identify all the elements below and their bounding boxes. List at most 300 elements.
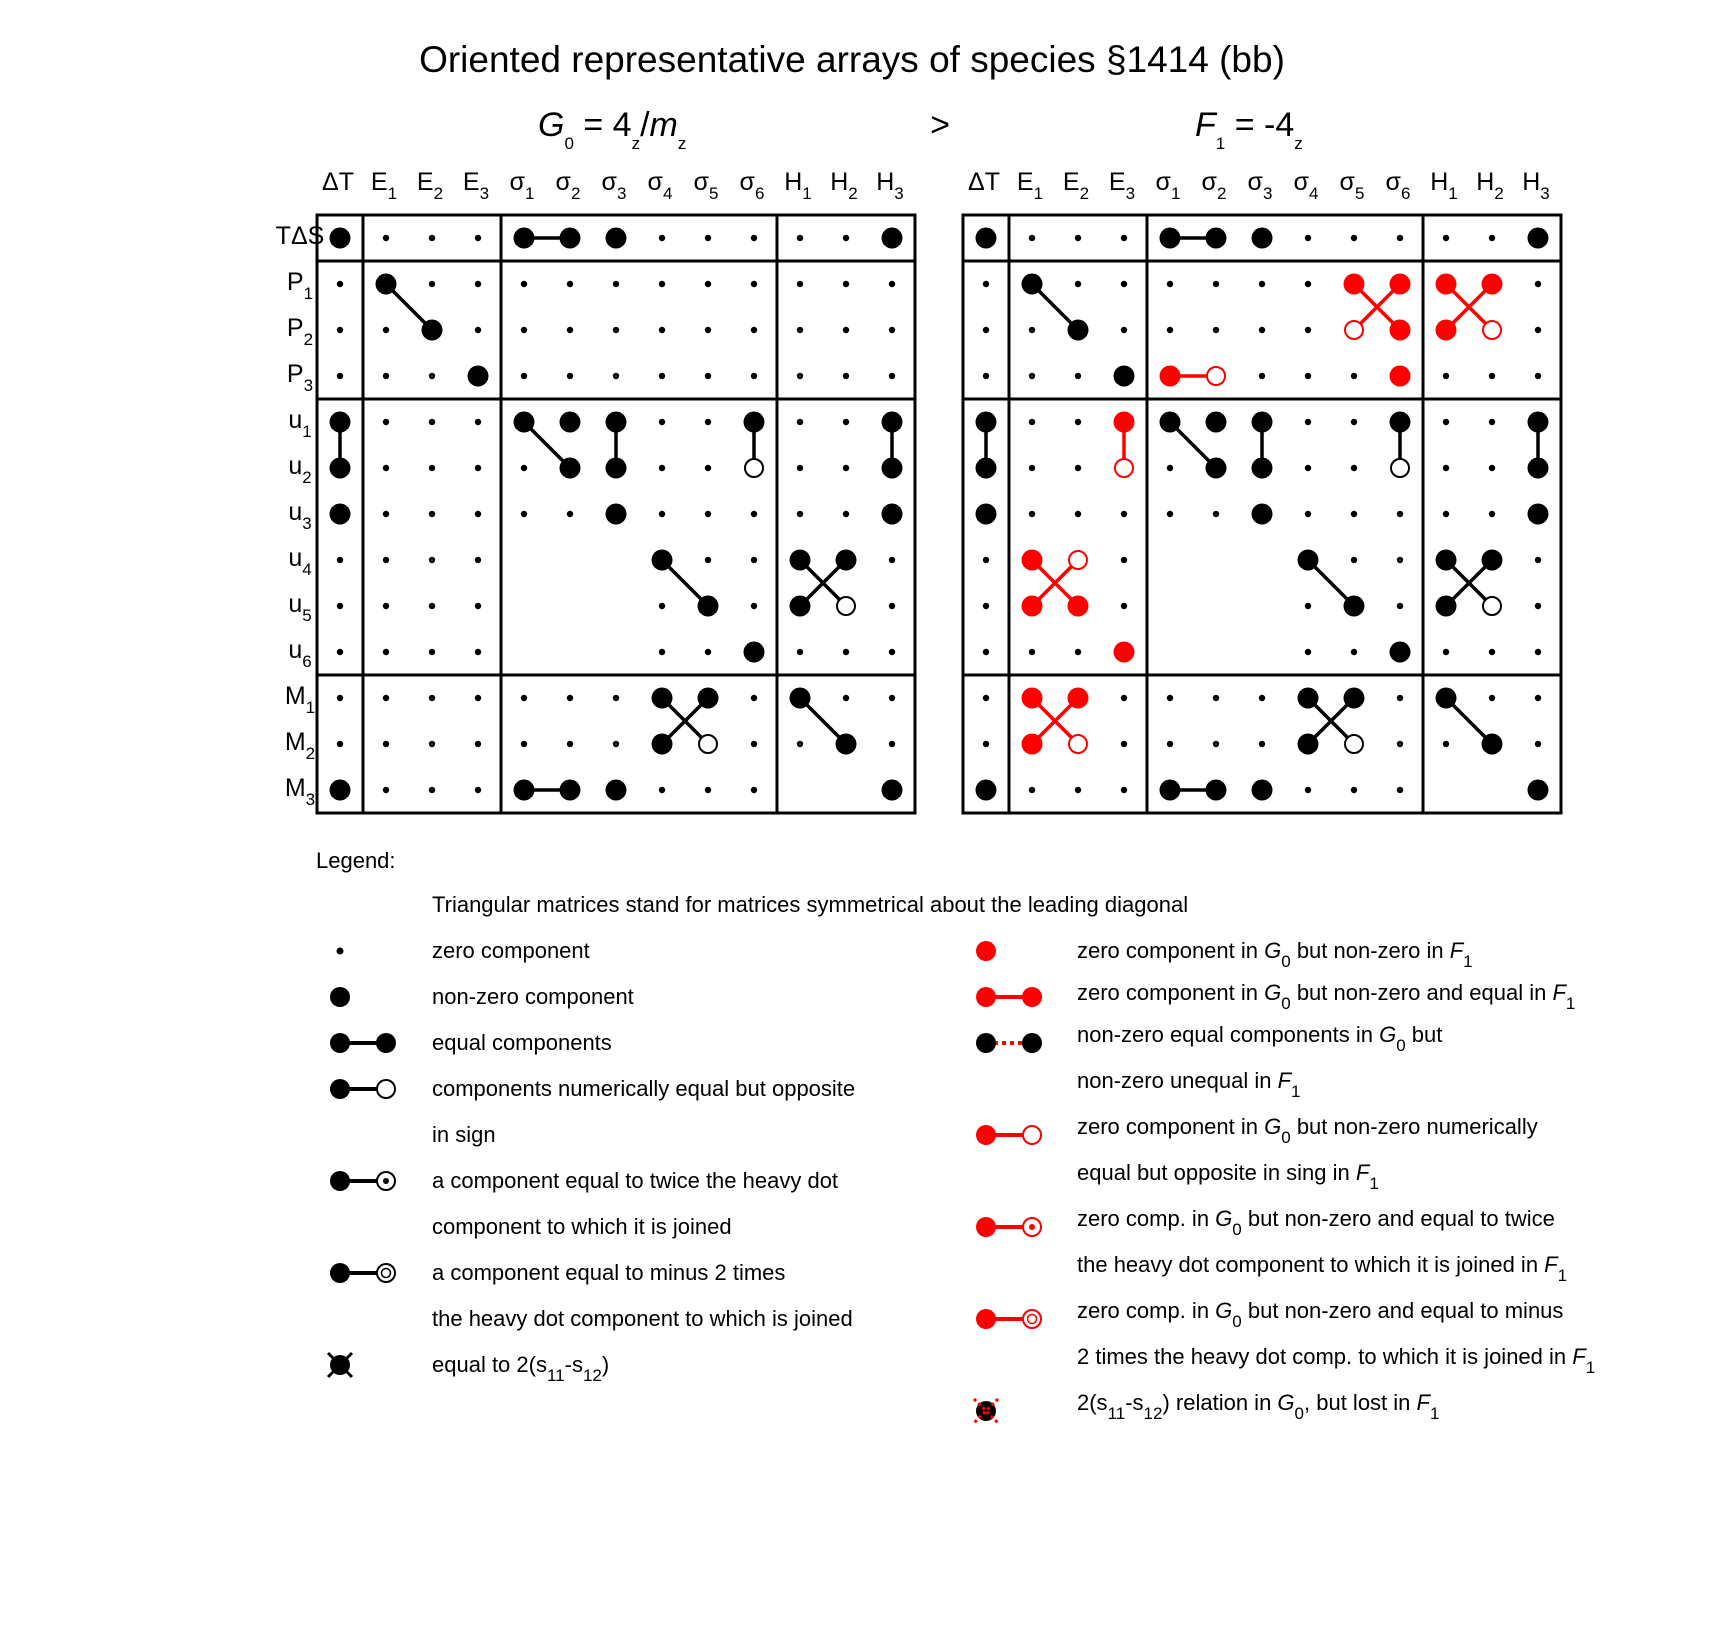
zero-dot [1167, 465, 1173, 471]
opposite-sign-dot [1345, 321, 1363, 339]
column-header-H3: $H_3$ [876, 168, 904, 203]
nonzero-dot [1482, 734, 1503, 755]
lost-s11-s12-symbol [974, 1399, 998, 1423]
nonzero-dot [1390, 274, 1411, 295]
nonzero-dot [560, 780, 581, 801]
zero-dot [567, 327, 573, 333]
nonzero-dot [1022, 688, 1043, 709]
zero-dot [1489, 235, 1495, 241]
zero-dot [1535, 327, 1541, 333]
zero-dot [843, 465, 849, 471]
column-header-H1: $H_1$ [784, 168, 812, 203]
nonzero-dot [1160, 228, 1181, 249]
zero-dot [983, 603, 989, 609]
nonzero-dot [976, 228, 997, 249]
nonzero-dot [1436, 688, 1457, 709]
zero-dot [429, 281, 435, 287]
nonzero-dot [790, 688, 811, 709]
zero-dot [797, 649, 803, 655]
zero-dot [567, 695, 573, 701]
zero-dot [1535, 603, 1541, 609]
zero-dot [705, 327, 711, 333]
zero-dot [1213, 327, 1219, 333]
nonzero-dot [560, 412, 581, 433]
zero-dot [843, 419, 849, 425]
nonzero-dot [1528, 458, 1549, 479]
zero-dot [429, 741, 435, 747]
zero-dot [337, 603, 343, 609]
column-header-H2: $H_2$ [1476, 168, 1504, 203]
zero-dot [1029, 235, 1035, 241]
opposite-sign-dot [1483, 597, 1501, 615]
zero-dot [1351, 419, 1357, 425]
zero-dot [429, 649, 435, 655]
red-twice-symbol [976, 1217, 1041, 1237]
zero-dot [1443, 373, 1449, 379]
zero-dot [797, 741, 803, 747]
legend-twice-line2: component to which it is joined [432, 1214, 732, 1239]
zero-dot [1351, 649, 1357, 655]
zero-dot [843, 235, 849, 241]
zero-dot [1029, 787, 1035, 793]
red-zero-to-nonzero-symbol [976, 941, 996, 961]
nonzero-dot [1482, 274, 1503, 295]
legend-twice-line1: a component equal to twice the heavy dot [432, 1168, 839, 1193]
nonzero-dot [976, 504, 997, 525]
zero-dot [383, 235, 389, 241]
nonzero-dot [468, 366, 489, 387]
column-header-σ1: $\sigma_1$ [1155, 168, 1181, 203]
zero-dot [1167, 511, 1173, 517]
zero-dot [1167, 741, 1173, 747]
column-header-σ2: $\sigma_2$ [1201, 168, 1227, 203]
column-header-E1: $E_1$ [370, 168, 398, 203]
nonzero-dot [514, 228, 535, 249]
legend-red-opposite-line1: zero component in $G_0$ but non-zero numerically [1077, 1114, 1538, 1147]
nonzero-dot [1436, 274, 1457, 295]
column-header-E3: $E_3$ [462, 168, 490, 203]
zero-dot [475, 419, 481, 425]
nonzero-dot [698, 688, 719, 709]
zero-dot [797, 281, 803, 287]
zero-dot [475, 787, 481, 793]
zero-dot [567, 511, 573, 517]
nonzero-dot [744, 642, 765, 663]
legend-opposite-sign-line2: in sign [432, 1122, 496, 1147]
nonzero-dot [882, 504, 903, 525]
nonzero-dot [1206, 228, 1227, 249]
nonzero-dot [606, 504, 627, 525]
zero-dot [337, 327, 343, 333]
zero-dot [1351, 235, 1357, 241]
zero-dot [1443, 741, 1449, 747]
nonzero-dot [1252, 504, 1273, 525]
equal-components-symbol [330, 1033, 396, 1053]
nonzero-dot [1528, 228, 1549, 249]
zero-dot [983, 695, 989, 701]
legend-red-equal: zero component in $G_0$ but non-zero and equal in $F_1$ [1077, 980, 1576, 1013]
row-header-u1: $u_1$ [288, 406, 312, 441]
zero-dot [843, 511, 849, 517]
nonzero-dot [1528, 780, 1549, 801]
legend-s11-s12: equal to $2(s_{11}-s_{12})$ [432, 1352, 610, 1385]
zero-dot [521, 695, 527, 701]
zero-dot [1489, 511, 1495, 517]
nonzero-dot [1298, 688, 1319, 709]
left-array-heading: G0 = 4z/mz [538, 106, 687, 153]
zero-dot [1029, 511, 1035, 517]
zero-dot [889, 373, 895, 379]
nonzero-dot [882, 228, 903, 249]
zero-dot [1259, 373, 1265, 379]
nonzero-dot [330, 458, 351, 479]
column-header-H2: $H_2$ [830, 168, 858, 203]
nonzero-dot [1298, 734, 1319, 755]
legend-left-texts [432, 938, 855, 1385]
nonzero-dot [1022, 734, 1043, 755]
nonzero-dot [606, 780, 627, 801]
nonzero-dot [652, 734, 673, 755]
column-header-delta-t: ΔT [322, 168, 354, 196]
column-header-E2: $E_2$ [1062, 168, 1090, 203]
zero-dot [1167, 327, 1173, 333]
zero-dot [1535, 649, 1541, 655]
zero-dot [659, 465, 665, 471]
zero-dot [1213, 511, 1219, 517]
legend-red-nonzero: zero component in $G_0$ but non-zero in $F_1$ [1077, 938, 1473, 971]
zero-dot [475, 235, 481, 241]
zero-dot [983, 281, 989, 287]
zero-dot [1305, 281, 1311, 287]
zero-dot [429, 419, 435, 425]
nonzero-dot [882, 412, 903, 433]
zero-dot [659, 235, 665, 241]
legend-minus-two-line1: a component equal to minus 2 times [432, 1260, 786, 1285]
group-relation-symbol: > [930, 106, 950, 144]
zero-dot [475, 741, 481, 747]
zero-dot [337, 373, 343, 379]
zero-dot [475, 649, 481, 655]
zero-dot [659, 511, 665, 517]
nonzero-dot [606, 412, 627, 433]
nonzero-dot [1114, 642, 1135, 663]
zero-dot [751, 281, 757, 287]
zero-dot [1121, 281, 1127, 287]
zero-dot [1029, 327, 1035, 333]
red-minus-two-symbol [976, 1309, 1041, 1329]
nonzero-dot [1390, 366, 1411, 387]
legend-lost-equality-line2: non-zero unequal in $F_1$ [1077, 1068, 1301, 1101]
zero-dot [429, 511, 435, 517]
zero-dot [429, 465, 435, 471]
zero-dot [1397, 741, 1403, 747]
zero-dot [521, 511, 527, 517]
zero-component-symbol [337, 948, 344, 955]
zero-dot [797, 373, 803, 379]
red-opposite-sign-symbol [976, 1125, 1041, 1145]
column-header-σ4: $\sigma_4$ [647, 168, 673, 203]
right-matrix [963, 215, 1561, 813]
zero-dot [705, 787, 711, 793]
left-matrix [317, 215, 915, 813]
nonzero-dot [698, 596, 719, 617]
zero-dot [1443, 235, 1449, 241]
row-header-M2: $M_2$ [284, 728, 316, 763]
zero-dot [337, 695, 343, 701]
minus-two-times-symbol [330, 1263, 395, 1283]
zero-dot [1075, 281, 1081, 287]
zero-dot [383, 787, 389, 793]
column-header-E1: $E_1$ [1016, 168, 1044, 203]
zero-dot [383, 741, 389, 747]
zero-dot [705, 419, 711, 425]
zero-dot [429, 603, 435, 609]
column-header-σ3: $\sigma_3$ [601, 168, 627, 203]
nonzero-dot [1298, 550, 1319, 571]
zero-dot [1305, 465, 1311, 471]
zero-dot [1029, 465, 1035, 471]
nonzero-dot [1390, 320, 1411, 341]
zero-dot [797, 465, 803, 471]
twice-component-symbol [330, 1171, 395, 1191]
nonzero-dot [1206, 780, 1227, 801]
zero-dot [1121, 787, 1127, 793]
zero-dot [613, 741, 619, 747]
zero-dot [1489, 695, 1495, 701]
legend-red-twice-line1: zero comp. in $G_0$ but non-zero and equal to twice [1077, 1206, 1555, 1239]
nonzero-component-symbol [330, 987, 350, 1007]
legend-heading: Legend: [316, 848, 396, 873]
column-header-H3: $H_3$ [1522, 168, 1550, 203]
nonzero-dot [1022, 274, 1043, 295]
zero-dot [1397, 787, 1403, 793]
zero-dot [889, 327, 895, 333]
opposite-sign-dot [1069, 551, 1087, 569]
zero-dot [475, 511, 481, 517]
opposite-sign-dot [837, 597, 855, 615]
zero-dot [613, 695, 619, 701]
zero-dot [1121, 327, 1127, 333]
zero-dot [1121, 603, 1127, 609]
zero-dot [983, 741, 989, 747]
nonzero-dot [514, 412, 535, 433]
zero-dot [1443, 419, 1449, 425]
column-header-E3: $E_3$ [1108, 168, 1136, 203]
zero-dot [1213, 741, 1219, 747]
nonzero-dot [836, 734, 857, 755]
zero-dot [475, 603, 481, 609]
zero-dot [1351, 373, 1357, 379]
zero-dot [1489, 373, 1495, 379]
zero-dot [1489, 465, 1495, 471]
nonzero-dot [744, 412, 765, 433]
nonzero-dot [330, 780, 351, 801]
nonzero-dot [1160, 780, 1181, 801]
zero-dot [705, 511, 711, 517]
zero-dot [383, 649, 389, 655]
nonzero-dot [1252, 458, 1273, 479]
zero-dot [889, 557, 895, 563]
zero-dot [659, 281, 665, 287]
zero-dot [797, 327, 803, 333]
zero-dot [1029, 649, 1035, 655]
zero-dot [1259, 327, 1265, 333]
zero-dot [751, 741, 757, 747]
zero-dot [889, 649, 895, 655]
zero-dot [797, 419, 803, 425]
zero-dot [1305, 373, 1311, 379]
zero-dot [1305, 787, 1311, 793]
legend-zero-component: zero component [432, 938, 590, 963]
zero-dot [843, 327, 849, 333]
nonzero-dot [606, 228, 627, 249]
nonzero-dot [606, 458, 627, 479]
zero-dot [521, 281, 527, 287]
zero-dot [705, 649, 711, 655]
column-header-σ3: $\sigma_3$ [1247, 168, 1273, 203]
nonzero-dot [976, 412, 997, 433]
zero-dot [1397, 695, 1403, 701]
nonzero-dot [1390, 412, 1411, 433]
zero-dot [1305, 327, 1311, 333]
legend-red-twice-line2: the heavy dot component to which it is joined in $F_1$ [1077, 1252, 1568, 1285]
zero-dot [383, 327, 389, 333]
nonzero-dot [882, 780, 903, 801]
zero-dot [429, 373, 435, 379]
column-header-σ5: $\sigma_5$ [693, 168, 719, 203]
zero-dot [1351, 511, 1357, 517]
zero-dot [1443, 511, 1449, 517]
legend-equal-components: equal components [432, 1030, 612, 1055]
zero-dot [383, 465, 389, 471]
zero-dot [383, 419, 389, 425]
column-header-delta-t: ΔT [968, 168, 1000, 196]
zero-dot [567, 373, 573, 379]
zero-dot [705, 465, 711, 471]
zero-dot [1121, 557, 1127, 563]
nonzero-dot [330, 412, 351, 433]
zero-dot [383, 603, 389, 609]
s11-s12-symbol [328, 1353, 352, 1377]
nonzero-dot [560, 458, 581, 479]
zero-dot [1029, 373, 1035, 379]
nonzero-dot [1252, 228, 1273, 249]
zero-dot [429, 695, 435, 701]
zero-dot [843, 281, 849, 287]
nonzero-dot [1482, 550, 1503, 571]
zero-dot [475, 281, 481, 287]
opposite-sign-dot [1207, 367, 1225, 385]
zero-dot [659, 373, 665, 379]
nonzero-dot [790, 596, 811, 617]
zero-dot [475, 465, 481, 471]
zero-dot [1351, 465, 1357, 471]
row-header-u6: $u_6$ [288, 636, 312, 671]
zero-dot [521, 373, 527, 379]
opposite-sign-dot [699, 735, 717, 753]
zero-dot [751, 695, 757, 701]
nonzero-dot [1068, 596, 1089, 617]
column-header-E2: $E_2$ [416, 168, 444, 203]
opposite-sign-symbol [330, 1079, 395, 1099]
legend-red-opposite-line2: equal but opposite in sing in $F_1$ [1077, 1160, 1379, 1193]
zero-dot [1443, 465, 1449, 471]
nonzero-dot [652, 550, 673, 571]
column-header-σ2: $\sigma_2$ [555, 168, 581, 203]
zero-dot [751, 603, 757, 609]
zero-dot [383, 557, 389, 563]
zero-dot [521, 741, 527, 747]
nonzero-dot [376, 274, 397, 295]
nonzero-dot [976, 780, 997, 801]
zero-dot [1535, 557, 1541, 563]
zero-dot [1075, 649, 1081, 655]
zero-dot [567, 741, 573, 747]
row-header-tds: TΔS [275, 222, 325, 250]
nonzero-dot [1436, 320, 1457, 341]
zero-dot [843, 649, 849, 655]
zero-dot [659, 603, 665, 609]
nonzero-dot [560, 228, 581, 249]
legend-right-texts [1077, 938, 1595, 1423]
zero-dot [659, 327, 665, 333]
zero-dot [1305, 649, 1311, 655]
nonzero-dot [652, 688, 673, 709]
zero-dot [1075, 465, 1081, 471]
zero-dot [659, 649, 665, 655]
zero-dot [337, 741, 343, 747]
zero-dot [983, 327, 989, 333]
zero-dot [521, 327, 527, 333]
nonzero-dot [1252, 780, 1273, 801]
zero-dot [1351, 787, 1357, 793]
right-column-headers [968, 168, 1550, 203]
column-header-σ4: $\sigma_4$ [1293, 168, 1319, 203]
zero-dot [751, 557, 757, 563]
nonzero-dot [1436, 550, 1457, 571]
row-header-P3: $P_3$ [286, 360, 314, 395]
zero-dot [751, 787, 757, 793]
opposite-sign-dot [1115, 459, 1133, 477]
nonzero-dot [836, 550, 857, 571]
zero-dot [429, 557, 435, 563]
zero-dot [705, 281, 711, 287]
opposite-sign-dot [1391, 459, 1409, 477]
zero-dot [521, 465, 527, 471]
zero-dot [429, 787, 435, 793]
legend-note: Triangular matrices stand for matrices symmetrical about the leading diagonal [432, 892, 1189, 917]
nonzero-dot [1344, 274, 1365, 295]
zero-dot [1489, 649, 1495, 655]
nonzero-dot [882, 458, 903, 479]
nonzero-dot [330, 504, 351, 525]
zero-dot [1397, 557, 1403, 563]
column-header-σ6: $\sigma_6$ [739, 168, 765, 203]
nonzero-dot [1022, 596, 1043, 617]
zero-dot [1075, 511, 1081, 517]
zero-dot [1535, 741, 1541, 747]
nonzero-dot [1114, 366, 1135, 387]
legend-nonzero-component: non-zero component [432, 984, 634, 1009]
zero-dot [1213, 695, 1219, 701]
nonzero-dot [1206, 412, 1227, 433]
zero-dot [613, 281, 619, 287]
legend-red-minus-two-line1: zero comp. in $G_0$ but non-zero and equal to minus [1077, 1298, 1564, 1331]
legend-red-minus-two-line2: 2 times the heavy dot comp. to which it is joined in $F_1$ [1077, 1344, 1596, 1377]
column-header-H1: $H_1$ [1430, 168, 1458, 203]
zero-dot [1397, 235, 1403, 241]
zero-dot [705, 557, 711, 563]
